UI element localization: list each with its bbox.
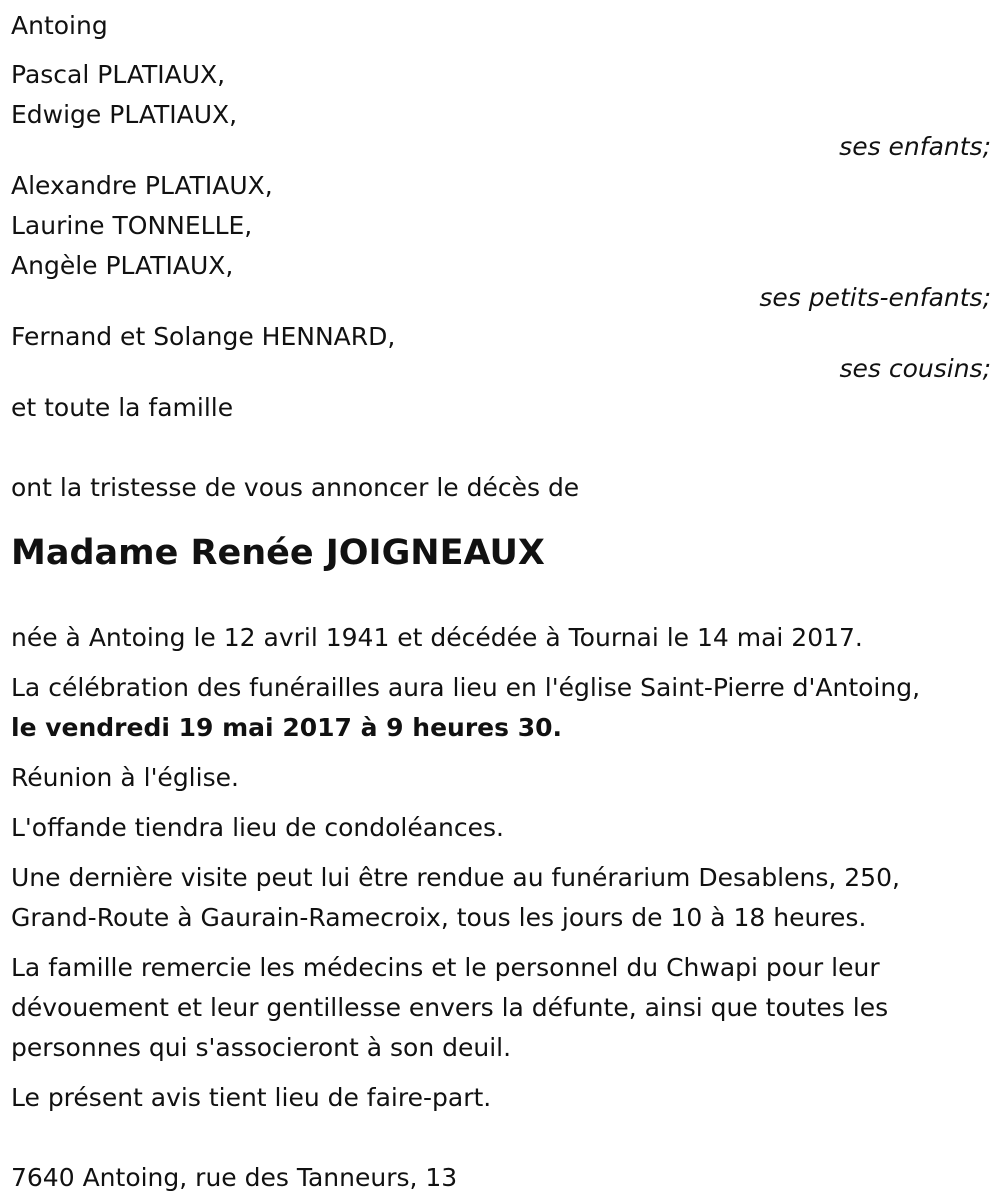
- ceremony-line: La célébration des funérailles aura lieu en l'église Saint-Pierre d'Antoing,: [11, 673, 921, 702]
- grandchildren-role: ses petits-enfants;: [759, 283, 991, 312]
- grandchild-name: Alexandre PLATIAUX,: [11, 171, 273, 200]
- address: 7640 Antoing, rue des Tanneurs, 13: [11, 1163, 458, 1192]
- faire-part: Le présent avis tient lieu de faire-part.: [11, 1083, 492, 1112]
- obituary-notice: [11, 6, 991, 1198]
- children-group: [11, 55, 991, 161]
- grandchildren-group: [11, 166, 991, 312]
- grandchild-name: Angèle PLATIAUX,: [11, 251, 234, 280]
- child-name: Pascal PLATIAUX,: [11, 60, 226, 89]
- grandchild-name: Laurine TONNELLE,: [11, 211, 253, 240]
- cousins-role: ses cousins;: [839, 354, 991, 383]
- cousins-group: [11, 317, 991, 383]
- meeting: Réunion à l'église.: [11, 763, 239, 792]
- announcement: ont la tristesse de vous annoncer le décès de: [11, 473, 580, 502]
- place: Antoing: [11, 11, 108, 40]
- birth-death: née à Antoing le 12 avril 1941 et décédée à Tournai le 14 mai 2017.: [11, 623, 863, 652]
- visit: Une dernière visite peut lui être rendue au funérarium Desablens, 250, Grand-Route à Gaurain-Ramecroix, tous les jours de 10 à 18 heures.: [11, 863, 900, 932]
- deceased-name: Madame Renée JOIGNEAUX: [11, 533, 545, 573]
- family-line: et toute la famille: [11, 393, 234, 422]
- ceremony: [11, 668, 991, 748]
- ceremony-date: le vendredi 19 mai 2017 à 9 heures 30.: [11, 713, 562, 742]
- children-role: ses enfants;: [839, 132, 991, 161]
- cousin-name: Fernand et Solange HENNARD,: [11, 322, 396, 351]
- offering: L'offande tiendra lieu de condoléances.: [11, 813, 504, 842]
- child-name: Edwige PLATIAUX,: [11, 100, 238, 129]
- thanks: La famille remercie les médecins et le personnel du Chwapi pour leur dévouement et leur gentillesse envers la défunte, ainsi que toutes les personnes qui s'associeront à son deuil.: [11, 953, 889, 1062]
